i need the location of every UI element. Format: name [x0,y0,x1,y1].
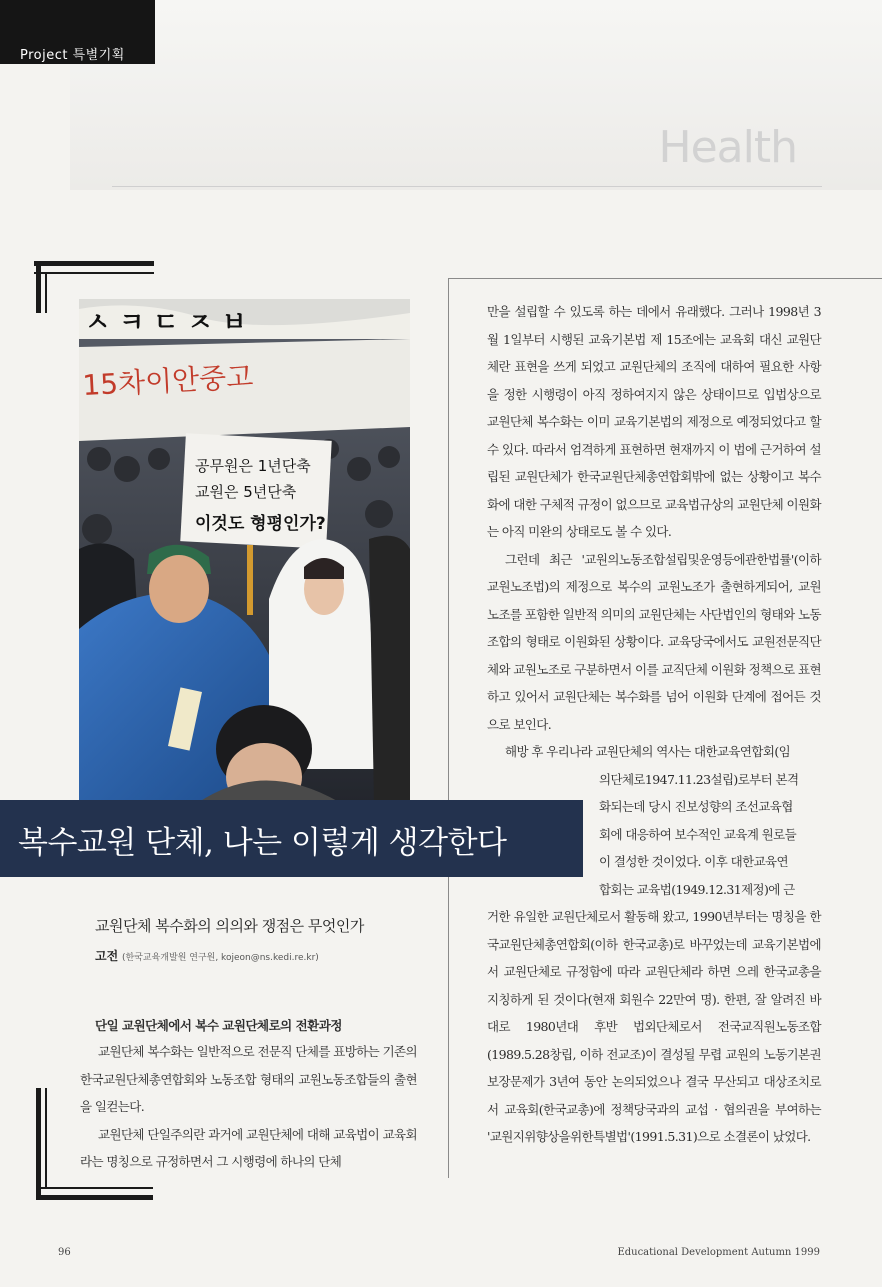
photo-sign-line1: 공무원은 1년단축 [195,457,311,475]
protest-photo [79,299,410,802]
section-tag [0,0,155,64]
bracket-bottom-v1 [36,1088,41,1200]
frame-horizontal-rule [448,278,882,279]
right-paragraph-3-line-3: 화되는데 당시 진보성향의 조선교육협 [599,799,793,814]
bracket-bottom-v2 [45,1088,47,1188]
svg-text:ㅅ ㅋ ㄷ ㅈ ㅂ: ㅅ ㅋ ㄷ ㅈ ㅂ [85,308,247,338]
article-title: 복수교원 단체, 나는 이렇게 생각한다 [18,825,507,861]
ghost-header-word: Health [658,122,797,173]
bracket-top-h2 [34,272,154,274]
right-paragraph-3-line-6: 합회는 교육법(1949.12.31제정)에 근 [599,881,795,897]
section-tag-label: Project 특별기획 [20,48,125,63]
left-paragraph-1: 교원단체 복수화는 일반적으로 전문직 단체를 표방하는 기존의 한국교원단체총연합회와 노동조합 형태의 교원노동조합들의 출현을 일컫는다. [80,1044,417,1114]
bracket-bottom-h2 [36,1195,153,1200]
right-paragraph-3-line-1: 해방 후 우리나라 교원단체의 역사는 대한교육연합회(임 [505,744,791,759]
section-heading: 단일 교원단체에서 복수 교원단체로의 전환과정 [95,1018,342,1033]
left-column [80,1038,417,1176]
left-paragraph-2: 교원단체 단일주의란 과거에 교원단체에 대해 교육법이 교육회라는 명칭으로 규정하면서 그 시행령에 하나의 단체 [80,1126,417,1169]
header-rule [112,186,822,187]
right-paragraph-2: 그런데 최근 '교원의노동조합설립및운영등에관한법률'(이하 교원노조법)의 제정으로 복수의 교원노조가 출현하게되어, 교원노조를 포함한 일반적 의미의 교원단체는 사단법인의 형태와 노동조합의 형태로 이원화된 상황이다. 교육당국에서도 교원전문직단체와 교원노조로 구분하면서 이를 교직단체 이원화 정책으로 표현하고 있어서 교원단체는 복수화를 넘어 이원화 단계에 접어든 것으로 보인다. [487,551,821,732]
journal-name: Educational Development Autumn 1999 [617,1247,820,1258]
page-number: 96 [58,1247,71,1258]
protest-photo-illustration [79,299,410,802]
bracket-top-h1 [34,261,154,266]
article-subtitle: 교원단체 복수화의 의의와 쟁점은 무엇인가 [95,917,364,935]
author-affiliation: (한국교육개발원 연구원, kojeon@ns.kedi.re.kr) [122,953,319,963]
column-divider [448,278,449,1178]
bracket-top-v2 [45,272,47,313]
right-paragraph-3-line-5: 이 결성한 것이었다. 이후 대한교육연 [599,854,788,869]
bracket-top-v1 [36,261,41,313]
author-name: 고전 [95,949,119,963]
photo-sign-line2: 교원은 5년단축 [195,483,297,501]
right-paragraph-1: 만을 설립할 수 있도록 하는 데에서 유래했다. 그러나 1998년 3월 1일부터 시행된 교육기본법 제 15조에는 교육회 대신 교원단체란 표현을 쓰게 되었고 교원단체의 조직에 대하여 필요한 사항을 정한 시행령이 아직 정하여지지 않은 상태이므로 입법상으로 교원단체 복수화는 이미 교육기본법의 제정으로 예정되었다고 할 수 있다. 따라서 엄격하게 표현하면 현재까지 이 법에 근거하여 설립된 교원단체가 한국교원단체총연합회밖에 없는 상황이고 복수화에 대한 구체적 규정이 없으므로 교육법규상의 교원단체 이원화는 아직 미완의 상태로도 볼 수 있다. [487,304,821,539]
bracket-bottom-h1 [36,1187,153,1189]
photo-sign-line3: 이것도 형평인가? [195,514,326,534]
right-paragraph-3-line-2: 의단체로1947.11.23설립)로부터 본격 [599,771,799,787]
right-paragraph-3-line-4: 회에 대응하여 보수적인 교육계 원로들 [599,826,797,842]
photo-banner-text: 15차이안중고 [81,360,255,402]
right-paragraph-3-rest: 거한 유일한 교원단체로서 활동해 왔고, 1990년부터는 명칭을 한국교원단체총연합회(이하 한국교총)로 바꾸었는데 교육기본법에서 교원단체로 규정함에 따라 교원단체라 하면 으레 한국교총을 지칭하게 된 것이다(현재 회원수 22만여 명). 한편, 잘 알려진 바대로 1980년대 후반 법외단체로서 전국교직원노동조합(1989.5.28창립, 이하 전교조)이 결성될 무렵 교원의 노동기본권 보장문제가 3년여 동안 논의되었으나 결국 무산되고 대상조치로서 교육회(한국교총)에 정책당국과의 교섭 · 협의권을 부여하는 '교원지위향상을위한특별법'(1991.5.31)으로 소결론이 났었다. [487,909,821,1144]
author-line [95,947,319,964]
right-column [487,298,821,1151]
